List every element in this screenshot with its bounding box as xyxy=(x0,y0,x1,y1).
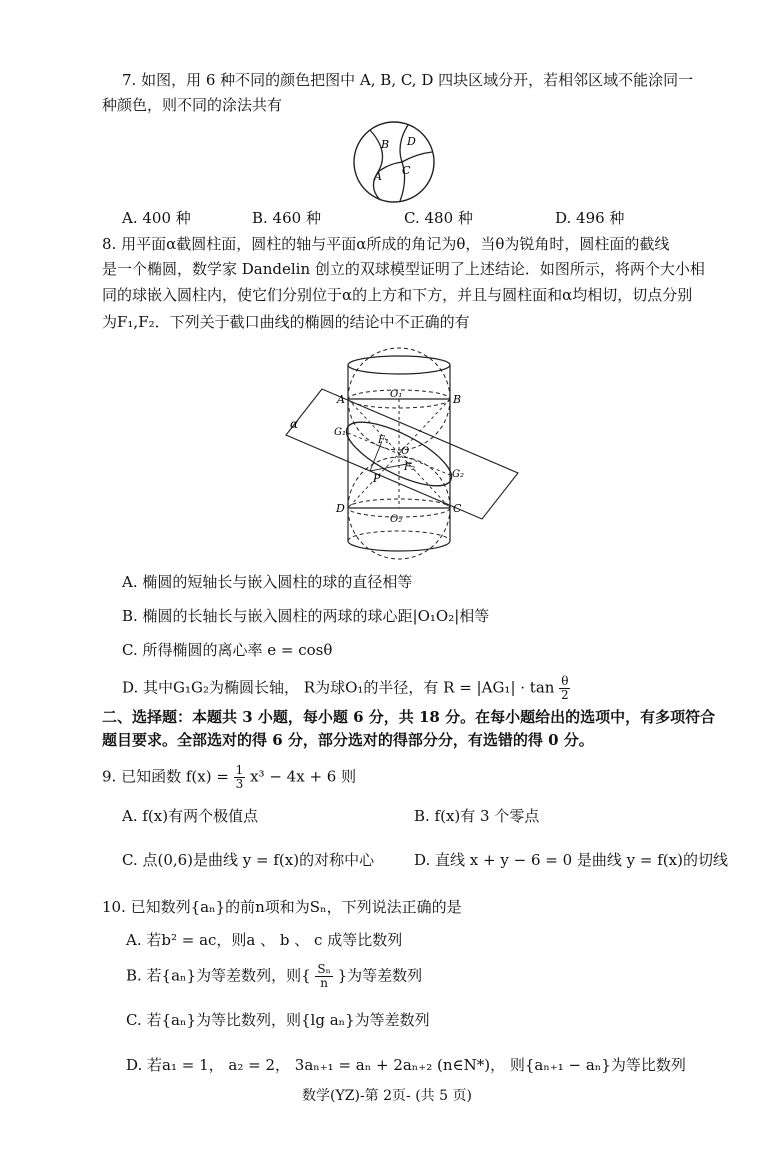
page-footer: 数学(YZ)-第 2页- (共 5 页) xyxy=(302,1088,472,1104)
q7-label-a: A xyxy=(374,170,382,183)
q9-option-d: D. 直线 x + y − 6 = 0 是曲线 y = f(x)的切线 xyxy=(414,851,728,869)
q8-label-o2: O₂ xyxy=(390,514,403,525)
q8-label-alpha: α xyxy=(290,417,299,431)
q10-option-b-fraction xyxy=(315,963,332,990)
q7-option-a: A. 400 种 xyxy=(122,209,191,227)
q8-stem-line-4: 为F₁,F₂．下列关于截口曲线的椭圆的结论中不正确的有 xyxy=(102,313,470,331)
q9-stem xyxy=(102,764,356,791)
q8-label-g1: G₁ xyxy=(334,427,346,438)
q8-label-b: B xyxy=(453,393,462,406)
q8-option-d-numerator: θ xyxy=(561,674,569,688)
q7-label-d: D xyxy=(407,135,416,148)
q8-label-f2: F₂ xyxy=(404,462,415,473)
q9-option-b: B. f(x)有 3 个零点 xyxy=(414,807,540,825)
q10-stem: 10. 已知数列{aₙ}的前n项和为Sₙ，下列说法正确的是 xyxy=(102,898,462,916)
q8-dandelin-figure xyxy=(282,343,522,563)
q8-option-b: B. 椭圆的长轴长与嵌入圆柱的两球的球心距|O₁O₂|相等 xyxy=(122,607,490,625)
q7-stem-line-2: 种颜色，则不同的涂法共有 xyxy=(102,96,283,114)
q8-stem-line-2: 是一个椭圆，数学家 Dandelin 创立的双球模型证明了上述结论．如图所示，将两个大小相 xyxy=(102,260,705,278)
q9-stem-pre: 9. 已知函数 f(x) = xyxy=(102,767,234,786)
q8-label-g2: G₂ xyxy=(452,469,464,480)
q7-option-d: D. 496 种 xyxy=(555,209,625,227)
q7-circle-figure xyxy=(350,112,440,206)
q8-option-a: A. 椭圆的短轴长与嵌入圆柱的球的直径相等 xyxy=(122,573,413,591)
q9-stem-fraction xyxy=(234,764,246,791)
q8-label-p: P xyxy=(373,472,381,485)
q10-option-b xyxy=(126,963,422,990)
q8-stem-line-3: 同的球嵌入圆柱内，使它们分别位于α的上方和下方，并且与圆柱面和α均相切，切点分别 xyxy=(102,286,693,304)
section2-header-line-2: 题目要求。全部选对的得 6 分，部分选对的得部分分，有选错的得 0 分。 xyxy=(102,731,594,749)
q9-option-a: A. f(x)有两个极值点 xyxy=(122,807,259,825)
q8-label-c: C xyxy=(453,502,462,515)
q7-stem-line-1: 7. 如图，用 6 种不同的颜色把图中 A, B, C, D 四块区域分开，若相邻区域不能涂同一 xyxy=(122,71,694,89)
q10-option-b-pre: B. 若{aₙ}为等差数列，则{ xyxy=(126,966,311,985)
q9-fraction-numerator: 1 xyxy=(235,763,244,777)
q9-stem-post: x³ − 4x + 6 则 xyxy=(250,767,357,786)
q8-stem-line-1: 8. 用平面α截圆柱面，圆柱的轴与平面α所成的角记为θ，当θ为锐角时，圆柱面的截线 xyxy=(102,235,670,253)
q8-option-d-fraction xyxy=(559,675,570,702)
q10-option-a: A. 若b² = ac，则a 、 b 、 c 成等比数列 xyxy=(126,931,403,949)
q7-label-b: B xyxy=(381,138,390,151)
q10-option-d: D. 若a₁ = 1， a₂ = 2， 3aₙ₊₁ = aₙ + 2aₙ₊₂ (n∈N*)， 则{aₙ₊₁ − aₙ}为等比数列 xyxy=(126,1056,686,1074)
q10-option-b-post: }为等差数列 xyxy=(337,966,423,985)
q10-option-c: C. 若{aₙ}为等比数列，则{lg aₙ}为等差数列 xyxy=(126,1011,430,1029)
q7-label-c: C xyxy=(402,164,411,177)
q10-option-b-numerator: Sₙ xyxy=(317,962,331,976)
q8-option-d-denominator: 2 xyxy=(561,688,569,702)
q8-label-o1: O₁ xyxy=(390,389,403,400)
q7-option-b: B. 460 种 xyxy=(252,209,321,227)
q10-option-b-denominator: n xyxy=(320,976,328,990)
q8-option-d-text: D. 其中G₁G₂为椭圆长轴， R为球O₁的半径，有 R = |AG₁| · tan xyxy=(122,678,555,697)
q8-label-a: A xyxy=(337,393,345,406)
q8-option-c: C. 所得椭圆的离心率 e = cosθ xyxy=(122,641,333,659)
q8-option-d xyxy=(122,675,570,702)
q9-option-c: C. 点(0,6)是曲线 y = f(x)的对称中心 xyxy=(122,851,375,869)
q8-label-f1: F₁ xyxy=(378,435,389,446)
q9-fraction-denominator: 3 xyxy=(235,777,244,791)
q7-option-c: C. 480 种 xyxy=(404,209,473,227)
section2-header-line-1: 二、选择题：本题共 3 小题，每小题 6 分，共 18 分。在每小题给出的选项中，有多项符合 xyxy=(102,708,716,726)
q8-label-d: D xyxy=(336,502,345,515)
q8-label-o: O xyxy=(401,446,410,457)
